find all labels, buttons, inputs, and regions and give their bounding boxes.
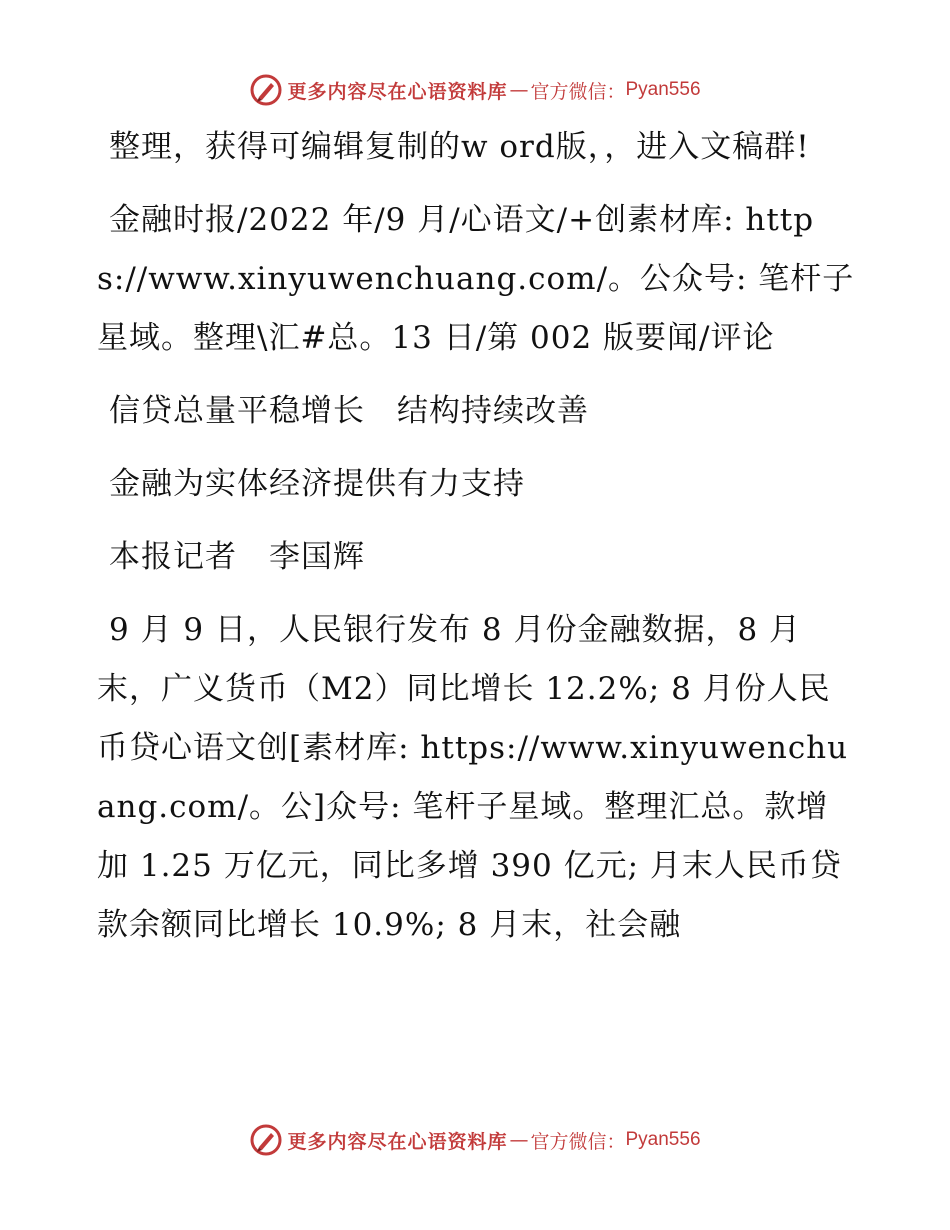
- banner-wechat-id: Pyan556: [625, 79, 701, 100]
- article-title: 信贷总量平稳增长 结构持续改善: [109, 393, 589, 429]
- paragraph-body: 9 月 9 日，人民银行发布 8 月份金融数据，8 月末，广义货币（M2）同比增长 12.2%; 8 月份人民币贷心语文创[素材库: https://www.xinyuwenchuang.com/。公]众号: 笔杆子星域。整理汇总。款增加 1.25 万亿元，同比多增 390 亿元; 月末人民币贷款余额同比增长 10.9%; 8 月末，社会融: [97, 612, 849, 943]
- pen-logo-icon: [249, 1123, 283, 1157]
- banner-main-text: 更多内容尽在心语资料库: [287, 1130, 508, 1153]
- header-watermark-banner: [0, 70, 950, 110]
- footer-watermark-banner: [0, 1120, 950, 1160]
- banner-wechat-id: Pyan556: [625, 1129, 701, 1150]
- banner-wechat-label: 官方微信：: [530, 1130, 626, 1153]
- article-byline: 本报记者 李国辉: [109, 539, 365, 575]
- banner-main-text: 更多内容尽在心语资料库: [287, 80, 508, 103]
- pen-logo-icon: [249, 73, 283, 107]
- document-body: [97, 118, 857, 969]
- paragraph-source: 金融时报/2022 年/9 月/心语文/+创素材库: https://www.xinyuwenchuang.com/。公众号: 笔杆子星域。整理\汇#总。13 日/第 002 版要闻/评论: [97, 202, 855, 356]
- article-subtitle: 金融为实体经济提供有力支持: [109, 466, 525, 502]
- banner-dash: —: [509, 79, 529, 101]
- banner-wechat-label: 官方微信：: [530, 80, 626, 103]
- banner-dash: —: [509, 1129, 529, 1151]
- paragraph-intro: 整理，获得可编辑复制的w ord版，，进入文稿群!: [109, 129, 810, 165]
